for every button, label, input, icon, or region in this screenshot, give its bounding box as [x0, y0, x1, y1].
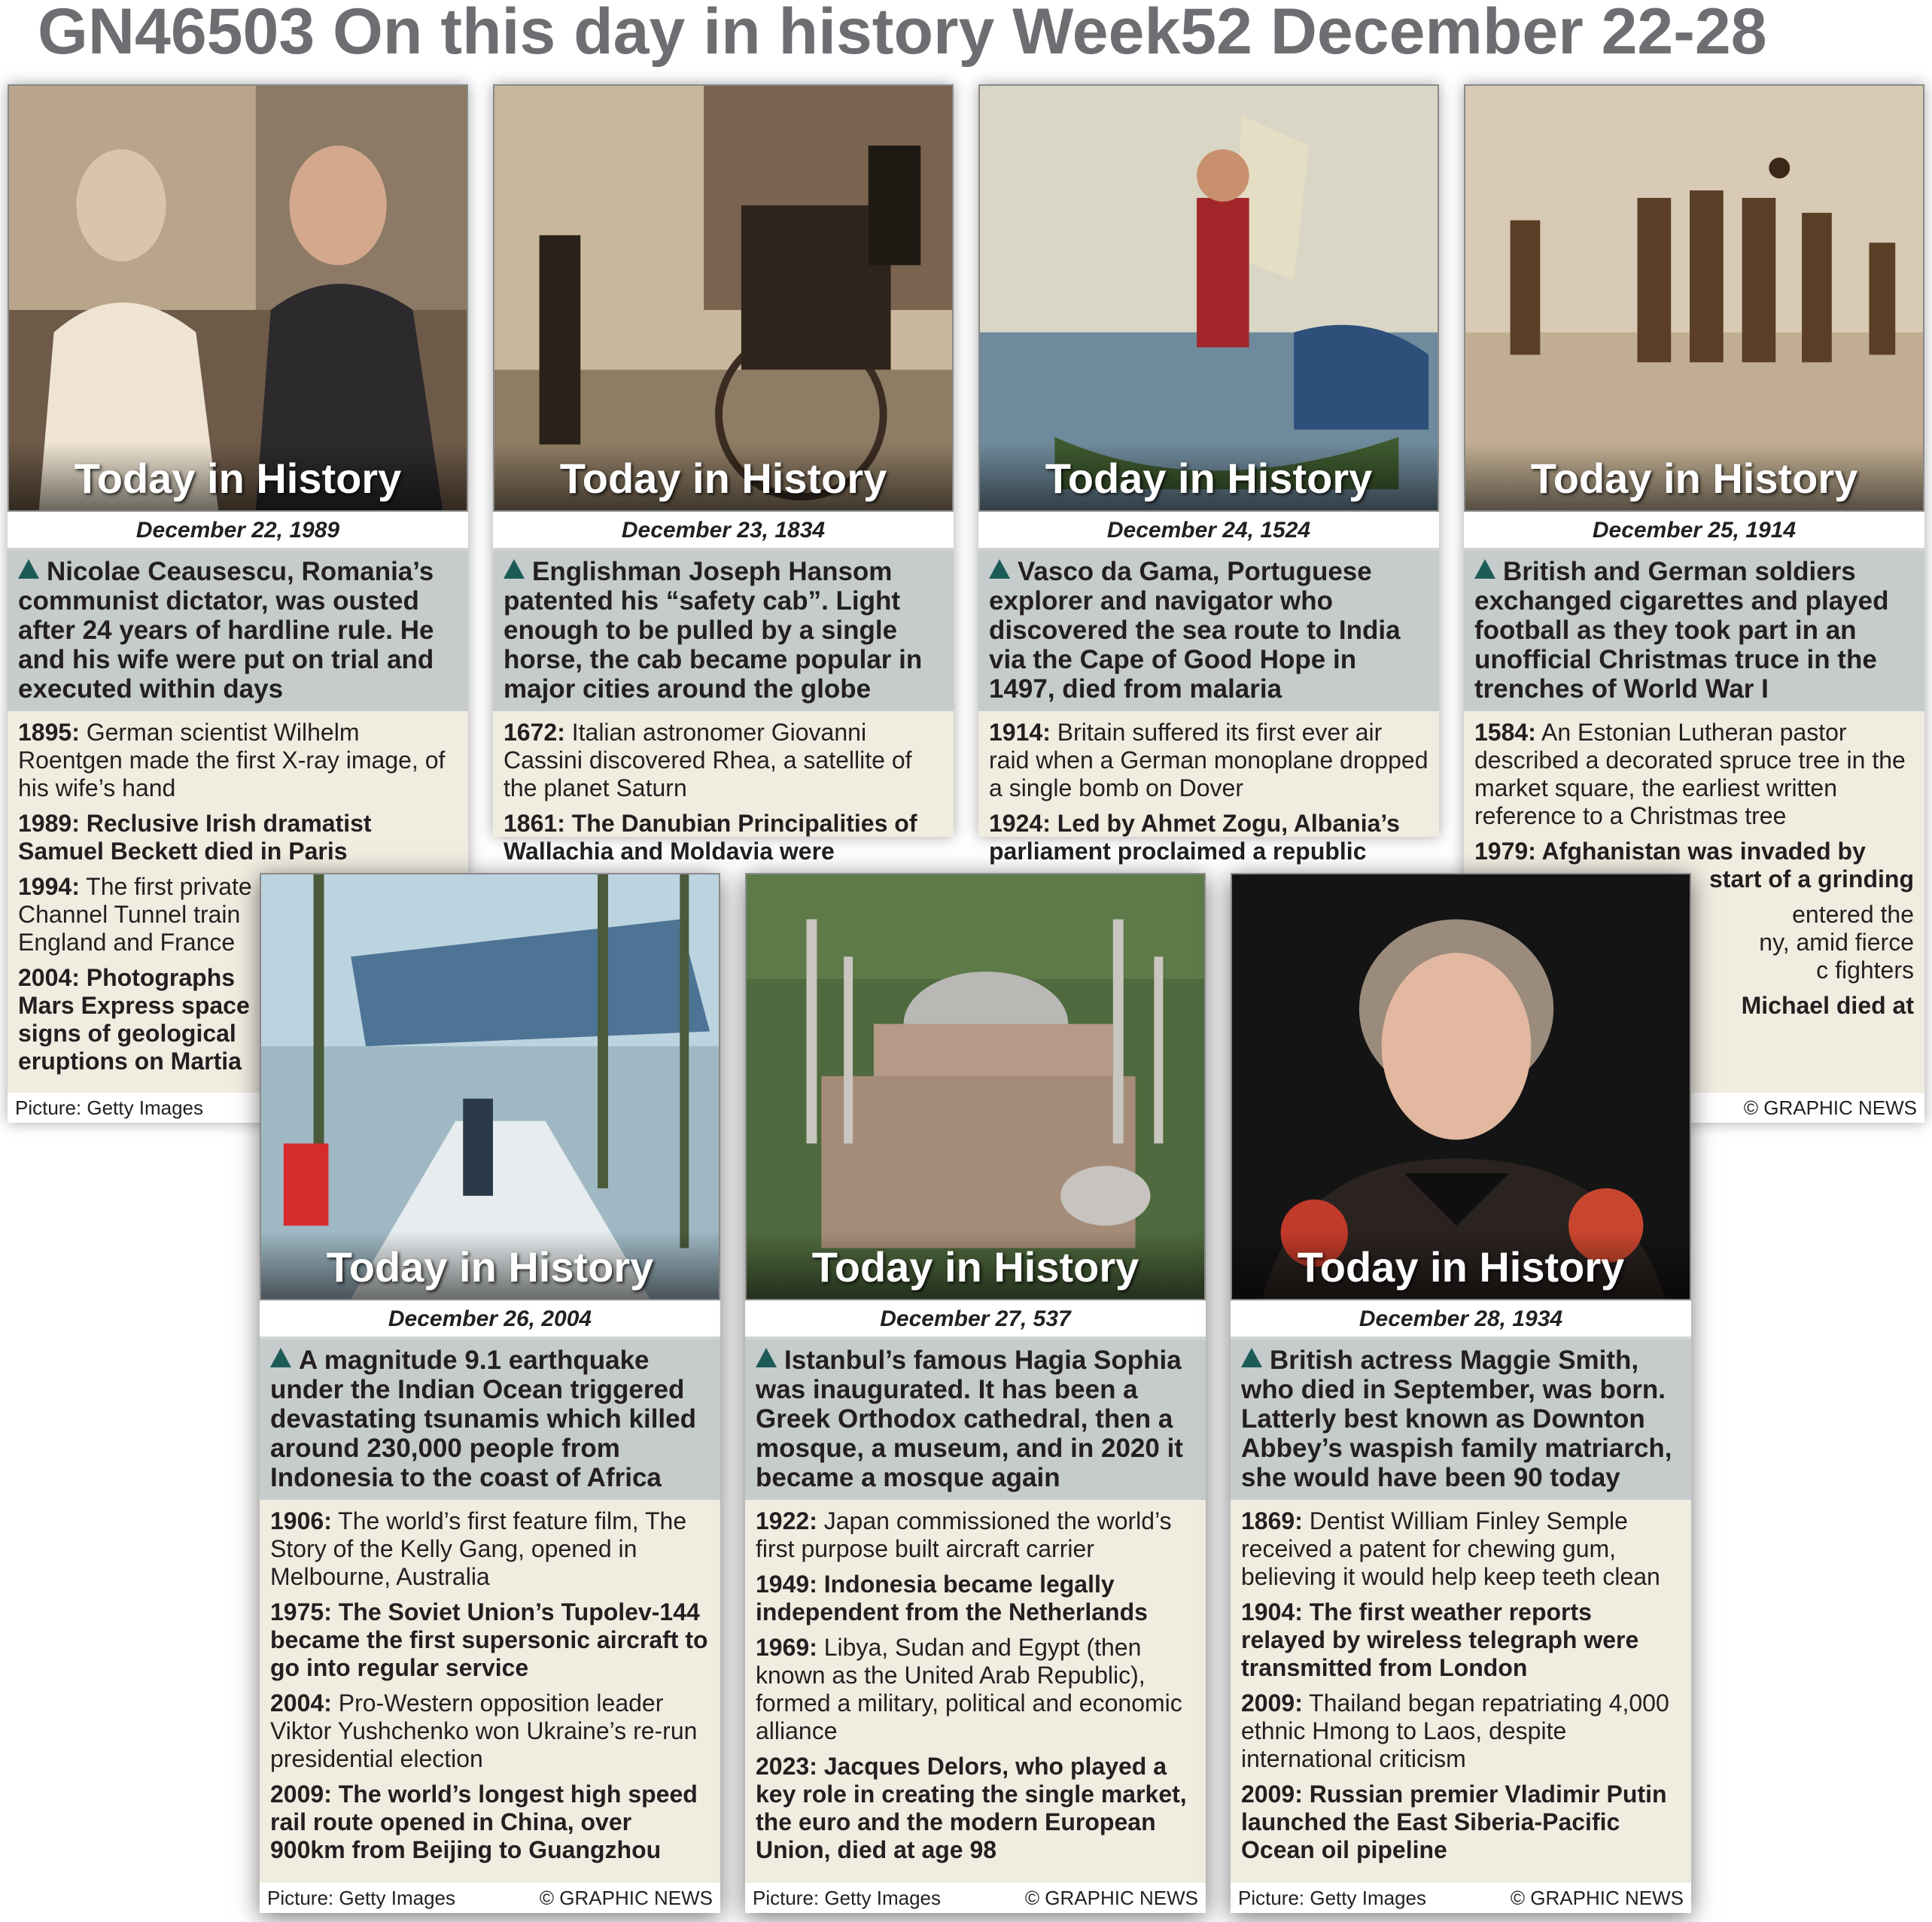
events-list — [978, 711, 1439, 877]
copyright: © GRAPHIC NEWS — [539, 1887, 713, 1909]
triangle-icon — [1241, 1348, 1262, 1367]
photo-ceausescu — [8, 84, 468, 512]
triangle-icon — [756, 1348, 777, 1367]
card-dec-28 — [1231, 873, 1691, 1913]
triangle-icon — [270, 1348, 291, 1367]
card-dec-26 — [260, 873, 720, 1913]
card-dec-24 — [978, 84, 1439, 865]
event-date: December 25, 1914 — [1464, 512, 1924, 551]
events-list — [745, 1500, 1206, 1876]
event-date: December 26, 2004 — [260, 1300, 720, 1340]
card-footer — [1231, 1883, 1691, 1913]
copyright: © GRAPHIC NEWS — [1743, 1096, 1917, 1119]
photo-title: Today in History — [980, 442, 1438, 510]
event-item: 1904: The first weather reports relayed by wireless telegraph were transmitted from London — [1241, 1598, 1639, 1681]
photo-title: Today in History — [1232, 1231, 1690, 1299]
photo-credit: Picture: Getty Images — [267, 1887, 455, 1909]
event-item-line: signs of geological — [18, 1020, 236, 1047]
event-item: 1975: The Soviet Union’s Tupolev-144 became the first supersonic aircraft to go into regular service — [270, 1598, 708, 1681]
photo-credit: Picture: Getty Images — [753, 1887, 941, 1909]
card-footer — [745, 1883, 1206, 1913]
event-item: 1895: German scientist Wilhelm Roentgen made the first X-ray image, of his wife’s hand — [18, 719, 446, 801]
event-date: December 27, 537 — [745, 1300, 1206, 1340]
events-list — [493, 711, 954, 877]
headline: Englishman Joseph Hansom patented his “safety cab”. Light enough to be pulled by a single horse, the cab became popular in major cities around the globe — [493, 551, 954, 711]
triangle-icon — [1474, 559, 1495, 579]
event-item: 1979: Afghanistan was invaded by — [1474, 838, 1866, 865]
copyright: © GRAPHIC NEWS — [1024, 1887, 1198, 1909]
event-item: 1994: The first private — [18, 873, 252, 900]
event-item-line: start of a grinding — [1709, 865, 1914, 893]
event-date: December 22, 1989 — [8, 512, 468, 551]
headline: A magnitude 9.1 earthquake under the Indian Ocean triggered devastating tsunamis which killed around 230,000 people from Indonesia to the coast of Africa — [260, 1340, 720, 1500]
event-item: 1989: Reclusive Irish dramatist Samuel Beckett died in Paris — [18, 810, 372, 865]
event-item: 1906: The world’s first feature film, The Story of the Kelly Gang, opened in Melbourne, Australia — [270, 1507, 687, 1590]
event-item: 1922: Japan commissioned the world’s first purpose built aircraft carrier — [756, 1507, 1172, 1562]
event-item: 1584: An Estonian Lutheran pastor described a decorated spruce tree in the market square, the earliest written reference to a Christmas tree — [1474, 719, 1906, 829]
photo-title: Today in History — [261, 1231, 719, 1299]
event-item-line: c fighters — [1816, 956, 1914, 984]
triangle-icon — [18, 559, 39, 579]
headline: British actress Maggie Smith, who died in September, was born. Latterly best known as Downton Abbey’s waspish family matriarch, she would have been 90 today — [1231, 1340, 1691, 1500]
photo-hagia-sophia — [745, 873, 1206, 1300]
event-item: 1949: Indonesia became legally independent from the Netherlands — [756, 1571, 1148, 1625]
event-item: 1924: Led by Ahmet Zogu, Albania’s parliament proclaimed a republic — [989, 810, 1400, 865]
triangle-icon — [504, 559, 525, 579]
event-item-line: England and France — [18, 929, 236, 956]
event-date: December 28, 1934 — [1231, 1300, 1691, 1340]
event-item: 2009: The world’s longest high speed rail route opened in China, over 900km from Beijing to Guangzhou — [270, 1781, 698, 1863]
card-dec-23 — [493, 84, 954, 865]
card-dec-27 — [745, 873, 1206, 1913]
photo-credit: Picture: Getty Images — [15, 1096, 203, 1119]
event-item-line: Michael died at — [1741, 992, 1914, 1019]
event-item: 2009: Russian premier Vladimir Putin launched the East Siberia-Pacific Ocean oil pipeline — [1241, 1781, 1667, 1863]
copyright: © GRAPHIC NEWS — [1510, 1887, 1684, 1909]
event-date: December 23, 1834 — [493, 512, 954, 551]
headline: Istanbul’s famous Hagia Sophia was inaugurated. It has been a Greek Orthodox cathedral, then a mosque, a museum, and in 2020 it became a mosque again — [745, 1340, 1206, 1500]
photo-title: Today in History — [747, 1231, 1204, 1299]
event-item: 1914: Britain suffered its first ever air raid when a German monoplane dropped a single bomb on Dover — [989, 719, 1428, 801]
event-item: 2004: Pro-Western opposition leader Viktor Yushchenko won Ukraine’s re-run presidential election — [270, 1689, 698, 1772]
event-item: 2004: Photographs — [18, 964, 236, 991]
photo-title: Today in History — [494, 442, 952, 510]
photo-maggie-smith — [1231, 873, 1691, 1300]
events-list — [260, 1500, 720, 1876]
event-item: 1969: Libya, Sudan and Egypt (then known as the United Arab Republic), formed a military, political and economic alliance — [756, 1634, 1182, 1744]
photo-christmas-truce — [1464, 84, 1924, 512]
event-item-line: eruptions on Martia — [18, 1048, 242, 1075]
event-item-line: entered the — [1792, 901, 1914, 928]
card-footer — [260, 1883, 720, 1913]
photo-credit: Picture: Getty Images — [1238, 1887, 1426, 1909]
page-title: GN46503 On this day in history Week52 December 22-28 — [38, 0, 1767, 68]
photo-vasco-da-gama — [978, 84, 1439, 512]
event-item-line: Mars Express space — [18, 992, 250, 1019]
event-item-line: Channel Tunnel train — [18, 901, 241, 928]
event-item: 2023: Jacques Delors, who played a key role in creating the single market, the euro and the modern European Union, died at age 98 — [756, 1753, 1187, 1863]
headline: Nicolae Ceausescu, Romania’s communist dictator, was ousted after 24 years of hardline rule. He and his wife were put on trial and executed within days — [8, 551, 468, 711]
event-item: 1861: The Danubian Principalities of Wallachia and Moldavia were — [504, 810, 917, 865]
photo-title: Today in History — [9, 442, 467, 510]
events-list — [1231, 1500, 1691, 1876]
event-date: December 24, 1524 — [978, 512, 1439, 551]
photo-title: Today in History — [1465, 442, 1923, 510]
event-item: 1672: Italian astronomer Giovanni Cassini discovered Rhea, a satellite of the planet Saturn — [504, 719, 912, 801]
triangle-icon — [989, 559, 1010, 579]
event-item: 2009: Thailand began repatriating 4,000 ethnic Hmong to Laos, despite international criticism — [1241, 1689, 1669, 1772]
event-item: 1869: Dentist William Finley Semple received a patent for chewing gum, believing it would help keep teeth clean — [1241, 1507, 1660, 1590]
photo-hansom-cab — [493, 84, 954, 512]
photo-tsunami — [260, 873, 720, 1300]
event-item-line: ny, amid fierce — [1759, 929, 1914, 956]
headline: Vasco da Gama, Portuguese explorer and navigator who discovered the sea route to India via the Cape of Good Hope in 1497, died from malaria — [978, 551, 1439, 711]
headline: British and German soldiers exchanged cigarettes and played football as they took part in an unofficial Christmas truce in the trenches of World War I — [1464, 551, 1924, 711]
